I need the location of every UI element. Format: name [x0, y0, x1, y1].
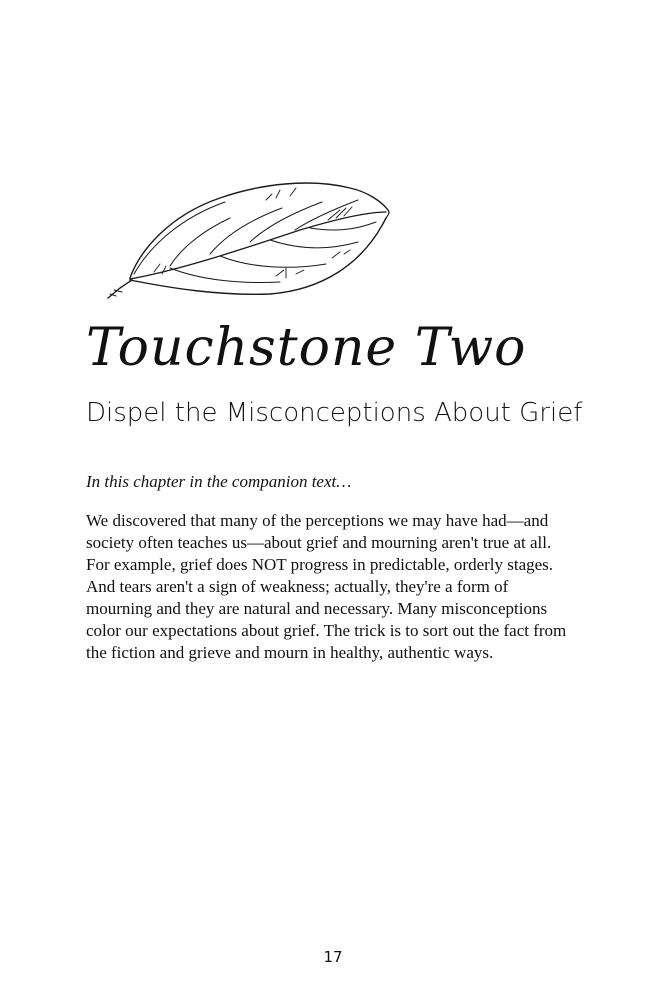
- paragraph-line: For example, grief does NOT progress in predictable, orderly stages.: [86, 555, 554, 574]
- chapter-title: Touchstone Two: [86, 318, 527, 378]
- paragraph-line: color our expectations about grief. The trick is to sort out the fact from: [86, 621, 567, 640]
- page-number: 17: [323, 948, 343, 966]
- paragraph-line: And tears aren't a sign of weakness; actually, they're a form of: [86, 577, 509, 596]
- paragraph-line: society often teaches us—about grief and mourning aren't true at all.: [86, 533, 552, 552]
- paragraph-line: the fiction and grieve and mourn in healthy, authentic ways.: [86, 643, 494, 662]
- chapter-subtitle: Dispel the Misconceptions About Grief: [86, 398, 583, 428]
- body-paragraph: [86, 510, 586, 664]
- paragraph-line: mourning and they are natural and necessary. Many misconceptions: [86, 599, 548, 618]
- paragraph-line: We discovered that many of the perceptions we may have had—and: [86, 511, 549, 530]
- intro-line: In this chapter in the companion text…: [86, 472, 352, 491]
- leaf-illustration: [100, 170, 400, 305]
